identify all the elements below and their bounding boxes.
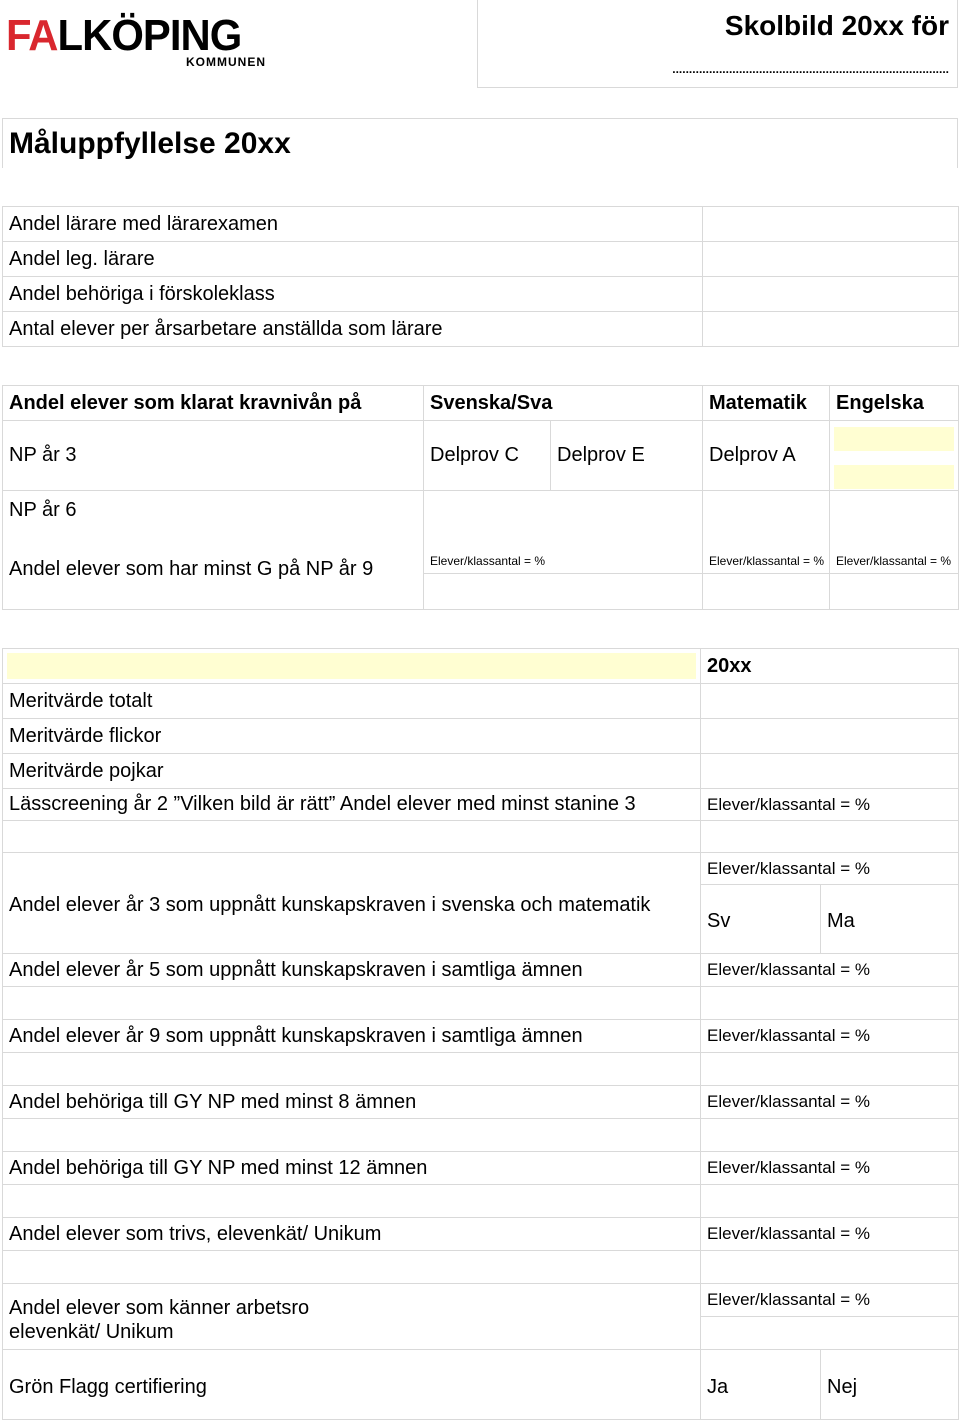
np-table [2, 385, 959, 610]
engelska-np6-np9-cell [830, 491, 959, 610]
column-header-matematik: Matematik [703, 386, 830, 421]
table-row [3, 754, 959, 789]
row-label: Andel leg. lärare [3, 242, 703, 277]
logo-subtitle: KOMMUNEN [186, 55, 266, 69]
np6-np9-cell [3, 491, 424, 610]
ratio-label: Elever/klassantal = % [701, 1284, 959, 1317]
value-cell [701, 987, 959, 1020]
row-label: Andel elever som trivs, elevenkät/ Unikum [3, 1218, 701, 1251]
spacer-cell [3, 1053, 701, 1086]
table-row [3, 1119, 959, 1152]
cell-nej: Nej [821, 1350, 959, 1420]
table-row [3, 1152, 959, 1185]
cell-ja: Ja [701, 1350, 821, 1420]
highlight-field [834, 465, 954, 489]
row-label: Meritvärde flickor [3, 719, 701, 754]
highlight-header-cell [3, 649, 701, 684]
row-label: Andel behöriga till GY NP med minst 8 ämnen [3, 1086, 701, 1119]
value-cell [703, 242, 959, 277]
header-title: Skolbild 20xx för [724, 10, 949, 41]
table-row [3, 277, 959, 312]
table-row [3, 987, 959, 1020]
value-cell [701, 684, 959, 719]
value-cell [701, 1251, 959, 1284]
value-cell [701, 1317, 959, 1350]
table-row [3, 1020, 959, 1053]
ratio-label: Elever/klassantal = % [701, 1218, 959, 1251]
table-row [3, 789, 959, 821]
table-row [3, 491, 959, 610]
ratio-label: Elever/klassantal = % [701, 1086, 959, 1119]
spacer-cell [3, 821, 701, 853]
table-row [3, 954, 959, 987]
row-label: Andel behöriga till GY NP med minst 12 ämnen [3, 1152, 701, 1185]
row-label: Meritvärde pojkar [3, 754, 701, 789]
column-header-engelska: Engelska [830, 386, 959, 421]
table-row [3, 853, 959, 885]
cell-ma: Ma [821, 885, 959, 954]
engelska-np3-cell [830, 421, 959, 491]
cell-delprov-a: Delprov A [703, 421, 830, 491]
row-label: Grön Flagg certifiering [3, 1350, 701, 1420]
table-row [3, 386, 959, 421]
table-row [3, 719, 959, 754]
staff-table [2, 206, 959, 347]
ratio-label: Elever/klassantal = % [701, 1020, 959, 1053]
value-cell [701, 1119, 959, 1152]
ratio-label: Elever/klassantal = % [701, 1152, 959, 1185]
ratio-label: Elever/klassantal = % [424, 549, 702, 574]
row-label: Antal elever per årsarbetare anställda som lärare [3, 312, 703, 347]
table-row [3, 649, 959, 684]
value-cell [701, 1053, 959, 1086]
results-table [2, 648, 959, 1420]
table-row [3, 1284, 959, 1317]
table-row [3, 1218, 959, 1251]
row-label: Andel behöriga i förskoleklass [3, 277, 703, 312]
ratio-label: Elever/klassantal = % [701, 789, 959, 821]
row-label: Andel elever år 5 som uppnått kunskapskraven i samtliga ämnen [3, 954, 701, 987]
table-row [3, 312, 959, 347]
header-school-name-field: ................................................................................... [672, 62, 949, 76]
ratio-label: Elever/klassantal = % [701, 853, 959, 885]
row-label-line: Andel elever som känner arbetsro [9, 1296, 310, 1319]
spacer-cell [3, 1251, 701, 1284]
value-cell [703, 312, 959, 347]
ratio-label: Elever/klassantal = % [830, 549, 958, 574]
spacer-cell [3, 1119, 701, 1152]
spacer-cell [3, 1185, 701, 1218]
ratio-label: Elever/klassantal = % [703, 549, 829, 574]
svenska-np6-np9-cell [424, 491, 703, 610]
header-box [477, 0, 958, 88]
row-label: Andel elever år 9 som uppnått kunskapskraven i samtliga ämnen [3, 1020, 701, 1053]
table-row [3, 1053, 959, 1086]
value-cell [703, 207, 959, 242]
value-cell [701, 719, 959, 754]
table-row [3, 1251, 959, 1284]
value-cell [701, 821, 959, 853]
falkoping-logo [6, 12, 276, 72]
table-row [3, 1350, 959, 1420]
table-row [3, 421, 959, 491]
cell-delprov-e: Delprov E [551, 421, 703, 491]
table-row [3, 684, 959, 719]
row-label-np6: NP år 6 [9, 499, 77, 521]
table-row [3, 821, 959, 853]
row-label-np9: Andel elever som har minst G på NP år 9 [9, 558, 374, 580]
highlight-field [7, 653, 696, 679]
table-row [3, 1086, 959, 1119]
year-header: 20xx [701, 649, 959, 684]
logo-wordmark: FALKÖPING [6, 11, 242, 60]
value-cell [701, 1185, 959, 1218]
highlight-field [834, 427, 954, 451]
table-row [3, 207, 959, 242]
row-label: Meritvärde totalt [3, 684, 701, 719]
column-header-svenska: Svenska/Sva [424, 386, 703, 421]
page-title: Måluppfyllelse 20xx [9, 127, 291, 160]
row-label: Andel elever år 3 som uppnått kunskapskraven i svenska och matematik [3, 853, 701, 954]
row-label: Andel lärare med lärarexamen [3, 207, 703, 242]
ratio-label: Elever/klassantal = % [701, 954, 959, 987]
page-title-box [2, 118, 958, 168]
cell-sv: Sv [701, 885, 821, 954]
table-row [3, 1185, 959, 1218]
row-label-np3: NP år 3 [3, 421, 424, 491]
row-label-arbetsro [3, 1284, 701, 1350]
row-label-line: elevenkät/ Unikum [9, 1320, 174, 1343]
value-cell [703, 277, 959, 312]
row-label: Lässcreening år 2 ”Vilken bild är rätt” Andel elever med minst stanine 3 [3, 789, 701, 821]
matematik-np6-np9-cell [703, 491, 830, 610]
value-cell [701, 754, 959, 789]
spacer-cell [3, 987, 701, 1020]
table-row [3, 242, 959, 277]
np-heading: Andel elever som klarat kravnivån på [3, 386, 424, 421]
cell-delprov-c: Delprov C [424, 421, 551, 491]
